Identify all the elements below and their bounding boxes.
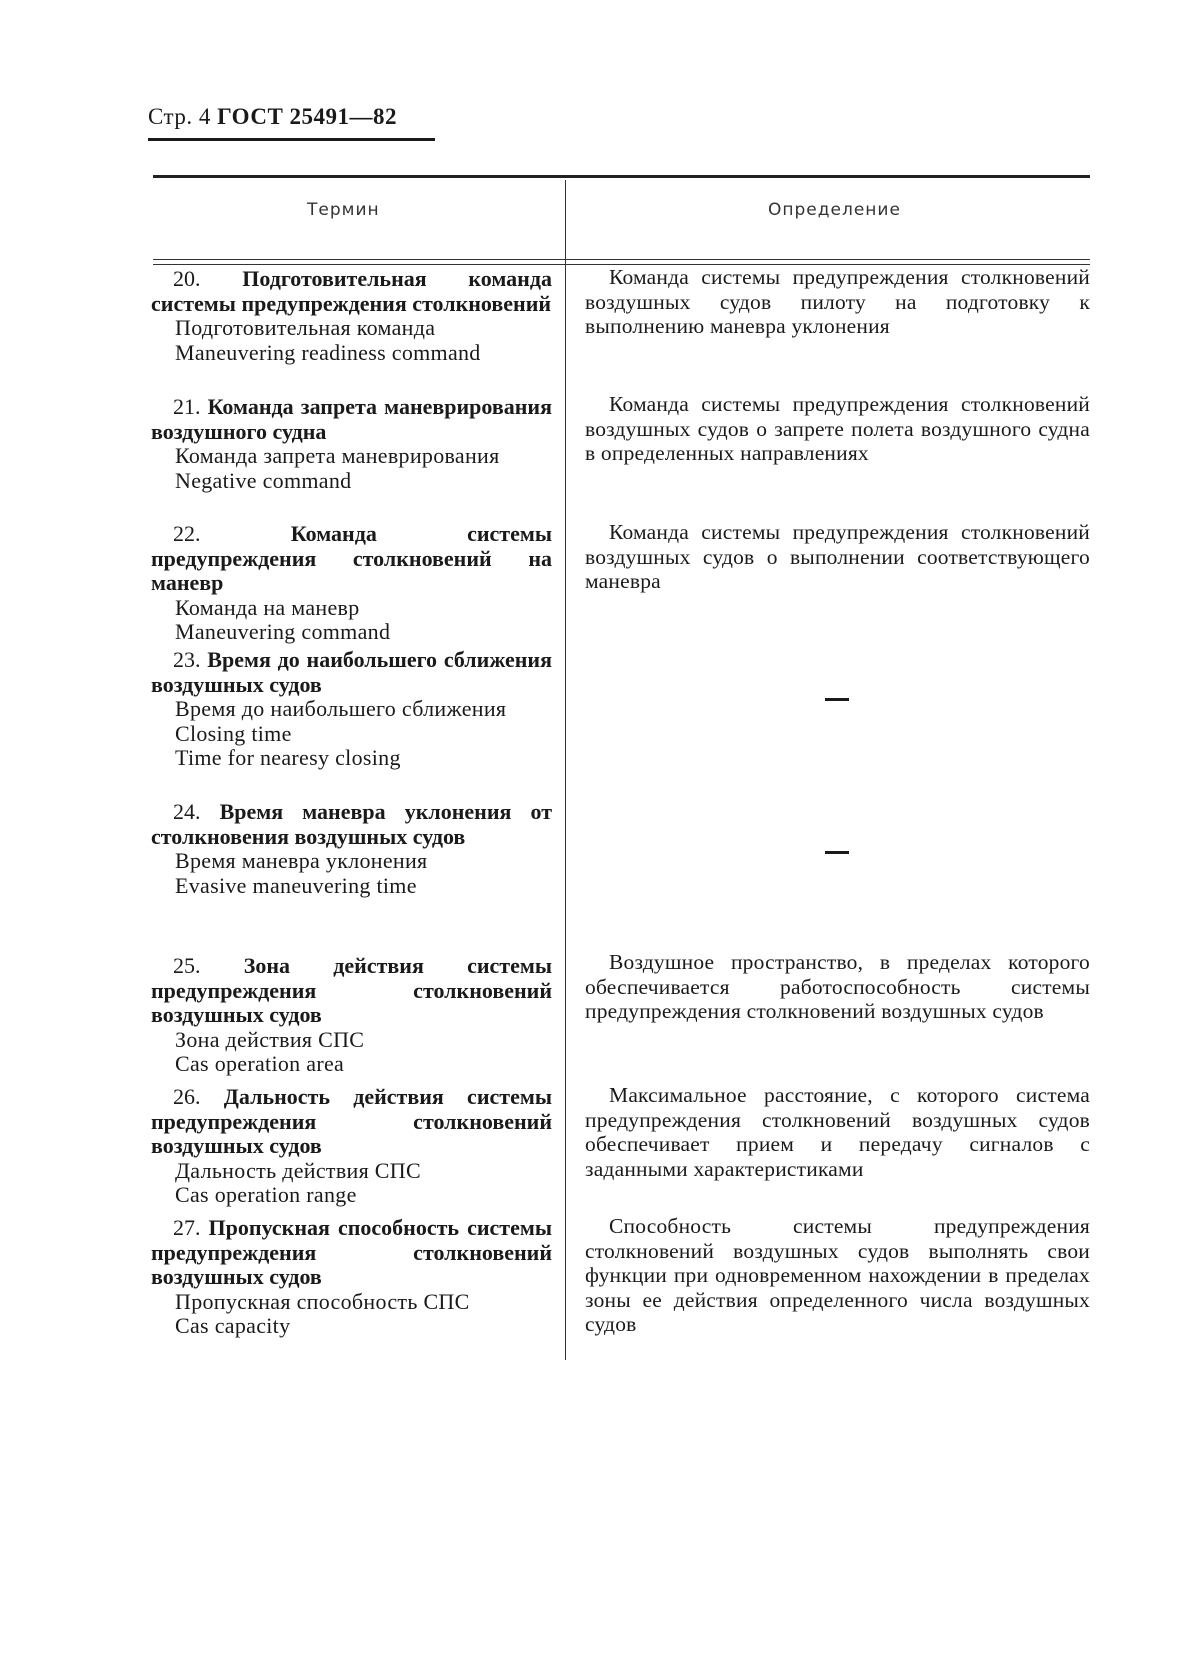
- definition-27: Способность системы предупреждения столкновений воздушных судов выполнять свои функции при одновременном нахождении в пределах зоны ее действия определенного числа воздушных судов: [585, 1214, 1090, 1336]
- term-entry-22: [151, 522, 552, 645]
- term-entry-24: [151, 800, 552, 898]
- term-heading: 20. Подготовительная команда системы предупреждения столкновений: [151, 266, 552, 316]
- header-rule: [153, 259, 1090, 260]
- term-synonym: Подготовительная команда: [175, 315, 436, 340]
- term-synonym: Время до наибольшего сближения: [175, 696, 507, 721]
- term-synonym: Команда запрета маневрирования: [175, 443, 500, 468]
- term-english: Time for nearesy closing: [175, 745, 401, 770]
- term-english: Cas operation area: [175, 1051, 345, 1076]
- term-english: Closing time: [175, 720, 292, 746]
- term-heading: 25. Зона действия системы предупреждения столкновений воздушных судов: [151, 953, 553, 1027]
- definition-23-dash: [825, 698, 849, 701]
- term-english: Maneuvering readiness command: [175, 339, 481, 365]
- term-english: Negative command: [175, 467, 352, 493]
- page-label: Стр. 4: [148, 104, 211, 129]
- term-entry-25: [151, 954, 552, 1077]
- term-heading: 27. Пропускная способность системы предупреждения столкновений воздушных судов: [151, 1215, 553, 1289]
- term-synonym: Дальность действия СПС: [175, 1157, 421, 1183]
- standard-number: ГОСТ 25491—82: [217, 104, 398, 129]
- term-heading: 23. Время до наибольшего сближения воздушных судов: [151, 647, 553, 697]
- definition-24-dash: [825, 851, 849, 854]
- header-definition: Определение: [768, 200, 901, 220]
- definition-25: Воздушное пространство, в пределах которого обеспечивается работоспособность системы предупреждения столкновений воздушных судов: [585, 950, 1090, 1023]
- term-entry-27: [151, 1216, 552, 1339]
- term-english: Evasive maneuvering time: [175, 872, 417, 898]
- term-english: Cas operation range: [175, 1182, 357, 1207]
- definition-21: Команда системы предупреждения столкновений воздушных судов о запрете полета воздушного судна в определенных направлениях: [585, 392, 1090, 465]
- term-heading: 21. Команда запрета маневрирования воздушного судна: [151, 394, 552, 444]
- term-synonym: Команда на маневр: [175, 594, 360, 620]
- table-top-rule: [153, 175, 1090, 178]
- term-entry-21: [151, 395, 552, 493]
- definition-20: Команда системы предупреждения столкновений воздушных судов пилоту на подготовку к выполнению маневра уклонения: [585, 265, 1090, 338]
- term-heading: 26. Дальность действия системы предупреждения столкновений воздушных судов: [151, 1084, 553, 1158]
- term-english: Maneuvering command: [175, 619, 391, 644]
- term-heading: 24. Время маневра уклонения от столкновения воздушных судов: [151, 799, 552, 849]
- term-synonym: Время маневра уклонения: [175, 848, 428, 873]
- column-divider: [565, 180, 566, 1360]
- header-term: Термин: [307, 200, 380, 220]
- term-english: Cas capacity: [175, 1313, 291, 1338]
- running-head: [148, 104, 397, 130]
- running-head-rule: [148, 138, 435, 141]
- term-entry-23: [151, 648, 552, 771]
- definition-26: Максимальное расстояние, с которого система предупреждения столкновений воздушных судов обеспечивает прием и передачу сигналов с заданными характеристиками: [585, 1083, 1090, 1181]
- definition-22: Команда системы предупреждения столкновений воздушных судов о выполнении соответствующего маневра: [585, 520, 1090, 593]
- term-synonym: Пропускная способность СПС: [175, 1288, 470, 1314]
- term-heading: 22. Команда системы предупреждения столкновений на маневр: [151, 521, 553, 595]
- term-entry-20: [151, 267, 552, 365]
- term-entry-26: [151, 1085, 552, 1208]
- term-synonym: Зона действия СПС: [175, 1026, 365, 1052]
